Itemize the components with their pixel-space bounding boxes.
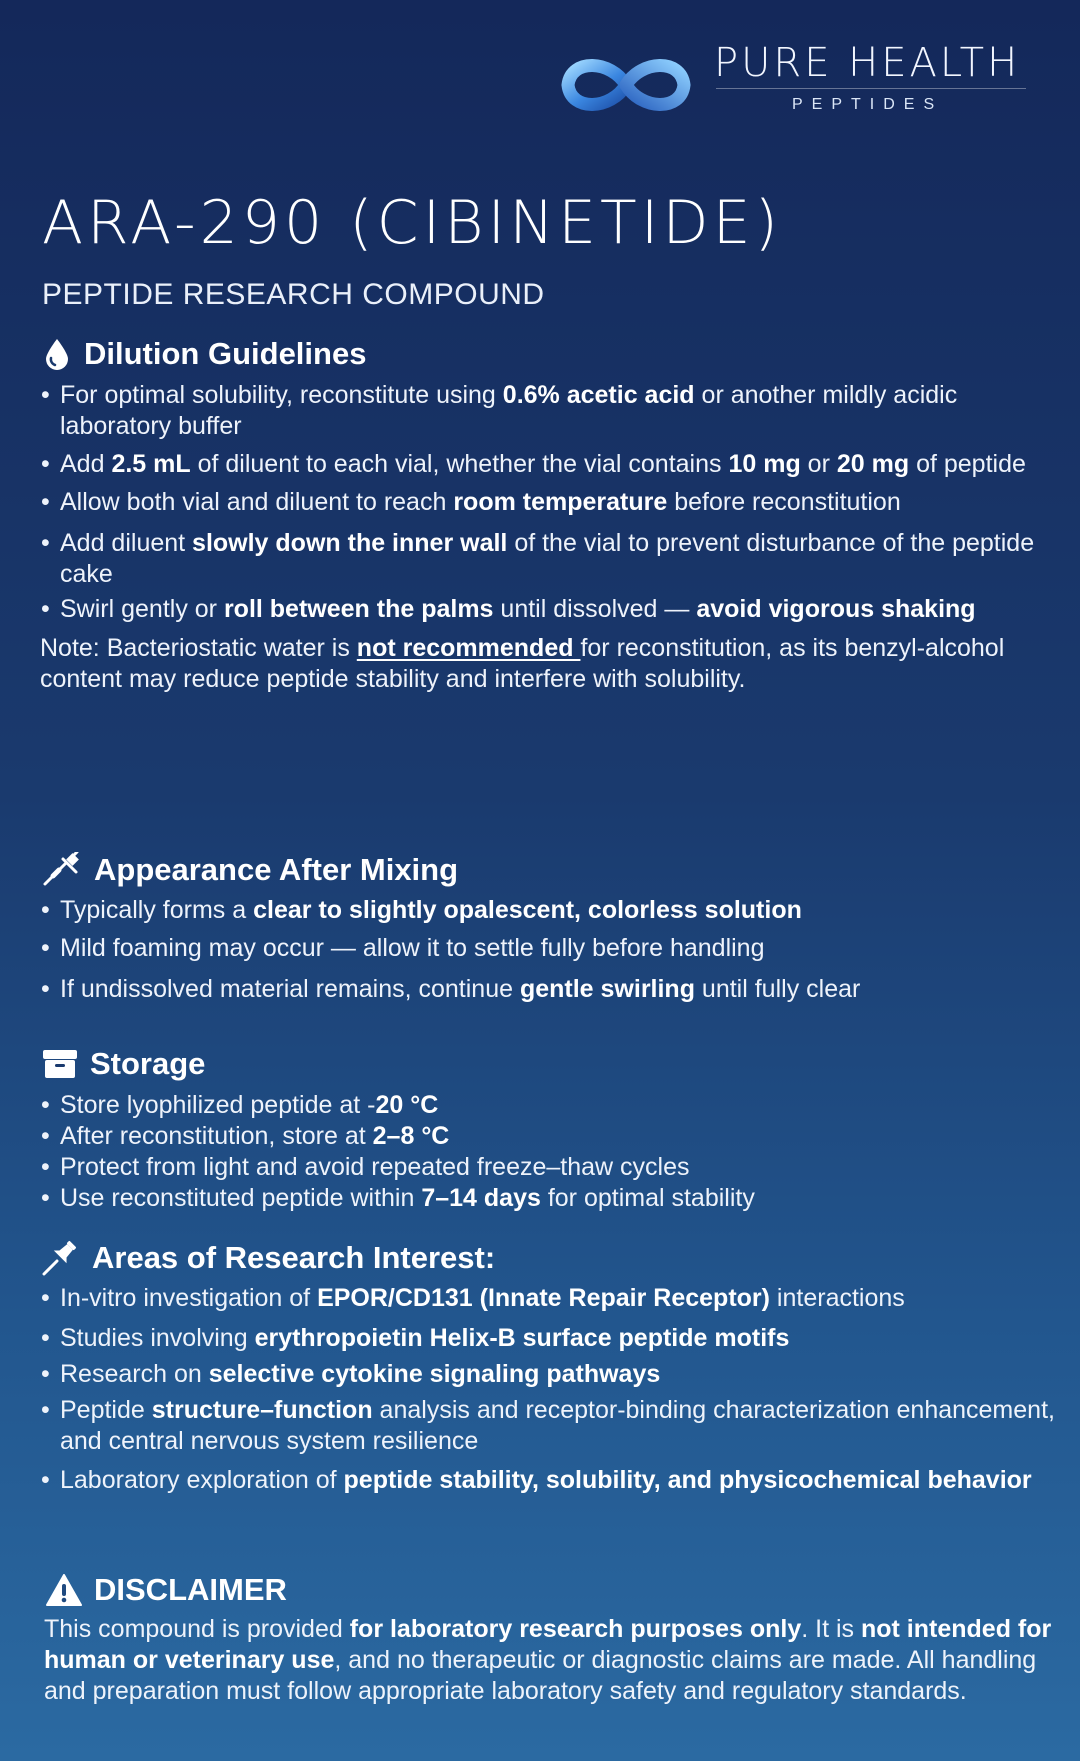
disclaimer-header — [44, 1570, 1064, 1610]
list-item: • For optimal solubility, reconstitute using 0.6% acetic acid or another mildly acidic laboratory buffer — [40, 380, 1060, 442]
research-list — [40, 1283, 1060, 1496]
list-item: • Add 2.5 mL of diluent to each vial, whether the vial contains 10 mg or 20 mg of peptide — [40, 449, 1060, 480]
brand-logo — [556, 40, 1036, 130]
list-item: • Studies involving erythropoietin Helix-B surface peptide motifs — [40, 1323, 1060, 1354]
dilution-heading: Dilution Guidelines — [84, 336, 367, 371]
list-item: • Allow both vial and diluent to reach room temperature before reconstitution — [40, 487, 1060, 518]
storage-header — [40, 1044, 1060, 1084]
disclaimer-text: This compound is provided for laboratory research purposes only. It is not intended for human or veterinary use, and no therapeutic or diagnostic claims are made. All handling and preparation must follow appropriate laboratory safety and regulatory standards. — [44, 1615, 1052, 1705]
pushpin-icon — [40, 1241, 82, 1275]
storage-box-icon — [40, 1047, 80, 1081]
storage-section — [40, 1044, 1060, 1214]
list-item: • Use reconstituted peptide within 7–14 days for optimal stability — [40, 1183, 1060, 1214]
dilution-list — [40, 380, 1060, 625]
brand-name: PURE HEALTH — [714, 40, 1021, 86]
list-item: • Research on selective cytokine signaling pathways — [40, 1359, 1060, 1390]
disclaimer-heading: DISCLAIMER — [94, 1572, 287, 1607]
dilution-note: Note: Bacteriostatic water is not recommended for reconstitution, as its benzyl-alcohol content may reduce peptide stability and interfere with solubility. — [40, 634, 1005, 693]
list-item: • Peptide structure–function analysis and receptor-binding characterization enhancement, and central nervous system resilience — [40, 1395, 1060, 1457]
warning-icon — [44, 1573, 84, 1607]
research-section — [40, 1238, 1060, 1496]
storage-list — [40, 1090, 1060, 1214]
list-item: • Typically forms a clear to slightly opalescent, colorless solution — [40, 895, 1060, 926]
research-heading: Areas of Research Interest: — [92, 1240, 496, 1275]
product-title: ARA-290 (CIBINETIDE) — [42, 188, 782, 258]
appearance-list — [40, 895, 1060, 1005]
infinity-logo-icon — [556, 40, 696, 130]
disclaimer-section — [44, 1570, 1064, 1707]
list-item: • In-vitro investigation of EPOR/CD131 (Innate Repair Receptor) interactions — [40, 1283, 1060, 1314]
list-item: • After reconstitution, store at 2–8 °C — [40, 1121, 1060, 1152]
brand-divider — [716, 88, 1026, 89]
pipette-icon — [40, 853, 84, 887]
research-header — [40, 1238, 1060, 1278]
list-item: • Swirl gently or roll between the palms until dissolved — avoid vigorous shaking — [40, 594, 1060, 625]
product-subtitle: PEPTIDE RESEARCH COMPOUND — [42, 278, 545, 311]
appearance-section — [40, 850, 1060, 1005]
appearance-heading: Appearance After Mixing — [94, 852, 459, 887]
list-item: • If undissolved material remains, continue gentle swirling until fully clear — [40, 974, 1060, 1005]
appearance-header — [40, 850, 1060, 890]
list-item: • Mild foaming may occur — allow it to settle fully before handling — [40, 933, 1060, 964]
list-item: • Protect from light and avoid repeated freeze–thaw cycles — [40, 1152, 1060, 1183]
droplet-icon — [40, 337, 74, 371]
storage-heading: Storage — [90, 1046, 206, 1081]
brand-tagline: PEPTIDES — [792, 96, 944, 113]
dilution-header — [40, 334, 1060, 374]
list-item: • Add diluent slowly down the inner wall of the vial to prevent disturbance of the peptide cake — [40, 528, 1060, 590]
dilution-section — [40, 334, 1060, 695]
list-item: • Laboratory exploration of peptide stability, solubility, and physicochemical behavior — [40, 1465, 1060, 1496]
list-item: • Store lyophilized peptide at -20 °C — [40, 1090, 1060, 1121]
